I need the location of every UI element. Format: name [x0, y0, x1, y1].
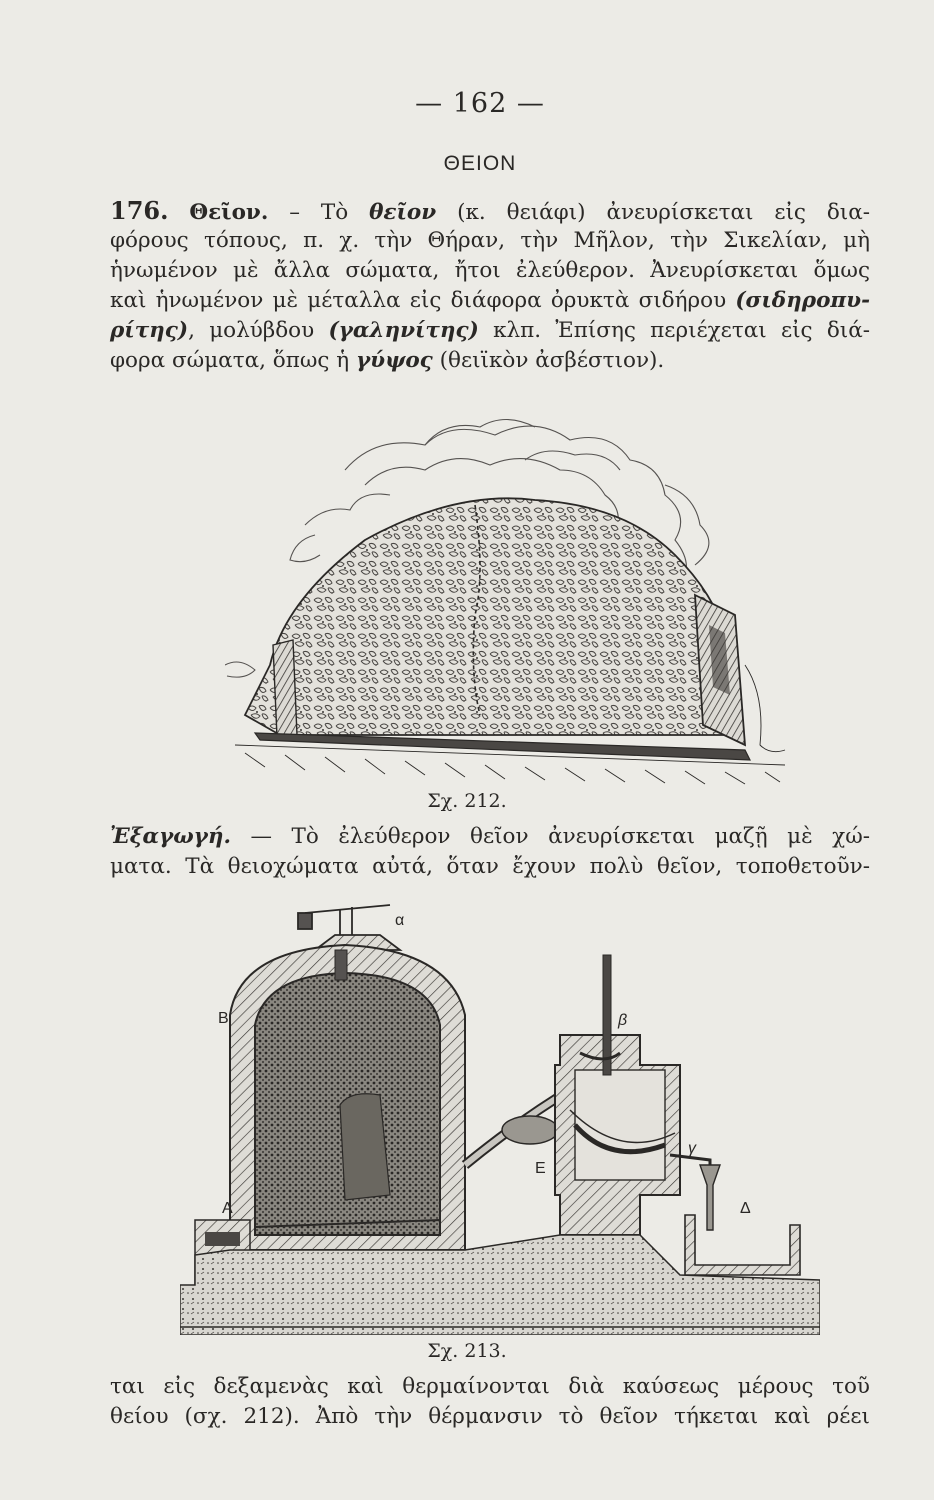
label-delta: Δ: [740, 1200, 751, 1217]
text-line: ἡνωμένον μὲ ἄλλα σώματα, ἤτοι ἐλεύθερον. Ἀνευρίσκεται ὅμως: [110, 258, 870, 283]
text-line: καὶ ἡνωμένον μὲ μέταλλα εἰς διάφορα ὀρυκτὰ σιδήρου (σιδηροπυ-: [110, 288, 870, 313]
figure-212-sulfur-heap: [225, 415, 795, 785]
text-line: θείου (σχ. 212). Ἀπὸ τὴν θέρμανσιν τὸ θεῖον τήκεται καὶ ρέει: [110, 1404, 870, 1429]
funnel: [700, 1165, 720, 1230]
ground: [180, 1235, 820, 1335]
extraction-heading: Ἐξαγωγή.: [110, 824, 231, 849]
text-line: ται εἰς δεξαμενὰς καὶ θερμαίνονται διὰ καύσεως μέρους τοῦ: [110, 1374, 870, 1399]
sulfur-channel: [255, 733, 750, 760]
text-line: φόρους τόπους, π. χ. τὴν Θήραν, τὴν Μῆλον, τὴν Σικελίαν, μὴ: [110, 228, 870, 253]
label-beta: β: [618, 1012, 628, 1029]
page-number: — 162 —: [415, 88, 545, 119]
balance-scale: [298, 905, 400, 950]
section-number: 176.: [110, 196, 169, 225]
term-pyrite: (σιδηροπυ-: [735, 288, 870, 313]
paragraph-extraction: [110, 822, 870, 882]
paragraph-heating: [110, 1372, 870, 1432]
label-E: Ε: [535, 1160, 546, 1177]
label-gamma: γ: [688, 1140, 696, 1157]
figure-212-caption: Σχ. 212.: [427, 790, 507, 812]
section-heading: Θεῖον.: [189, 200, 269, 225]
label-A: Α: [222, 1200, 233, 1217]
label-B: Β: [218, 1010, 229, 1027]
section-title: ΘΕΙΟΝ: [443, 152, 517, 175]
term-theion: θεῖον: [369, 200, 437, 225]
text-line: φορα σώματα, ὅπως ἡ γύψος (θειϊκὸν ἀσβέστιον).: [110, 348, 665, 373]
figure-213-sulfur-furnace: [180, 895, 820, 1335]
text-line: ματα. Τὰ θειοχώματα αὐτά, ὅταν ἔχουν πολὺ θεῖον, τοποθετοῦν-: [110, 854, 870, 879]
paragraph-sulfur-description: [110, 196, 870, 376]
term-galena: (γαληνίτης): [328, 318, 479, 343]
label-alpha: α: [395, 912, 405, 929]
term-gypsum: γύψος: [355, 348, 433, 373]
text-line: Ἐξαγωγή. — Τὸ ἐλεύθερον θεῖον ἀνευρίσκεται μαζῇ μὲ χώ-: [110, 824, 870, 849]
receiving-basin: [685, 1215, 800, 1275]
stone-mound: [245, 498, 740, 735]
figure-213-caption: Σχ. 213.: [427, 1340, 507, 1362]
text-line: 176. Θεῖον. – Τὸ θεῖον (κ. θειάφι) ἀνευρίσκεται εἰς δια-: [110, 196, 870, 225]
pipe-flask: [502, 1116, 558, 1144]
text-line: ρίτης), μολύβδου (γαληνίτης) κλπ. Ἐπίσης περιέχεται εἰς διά-: [110, 318, 870, 343]
